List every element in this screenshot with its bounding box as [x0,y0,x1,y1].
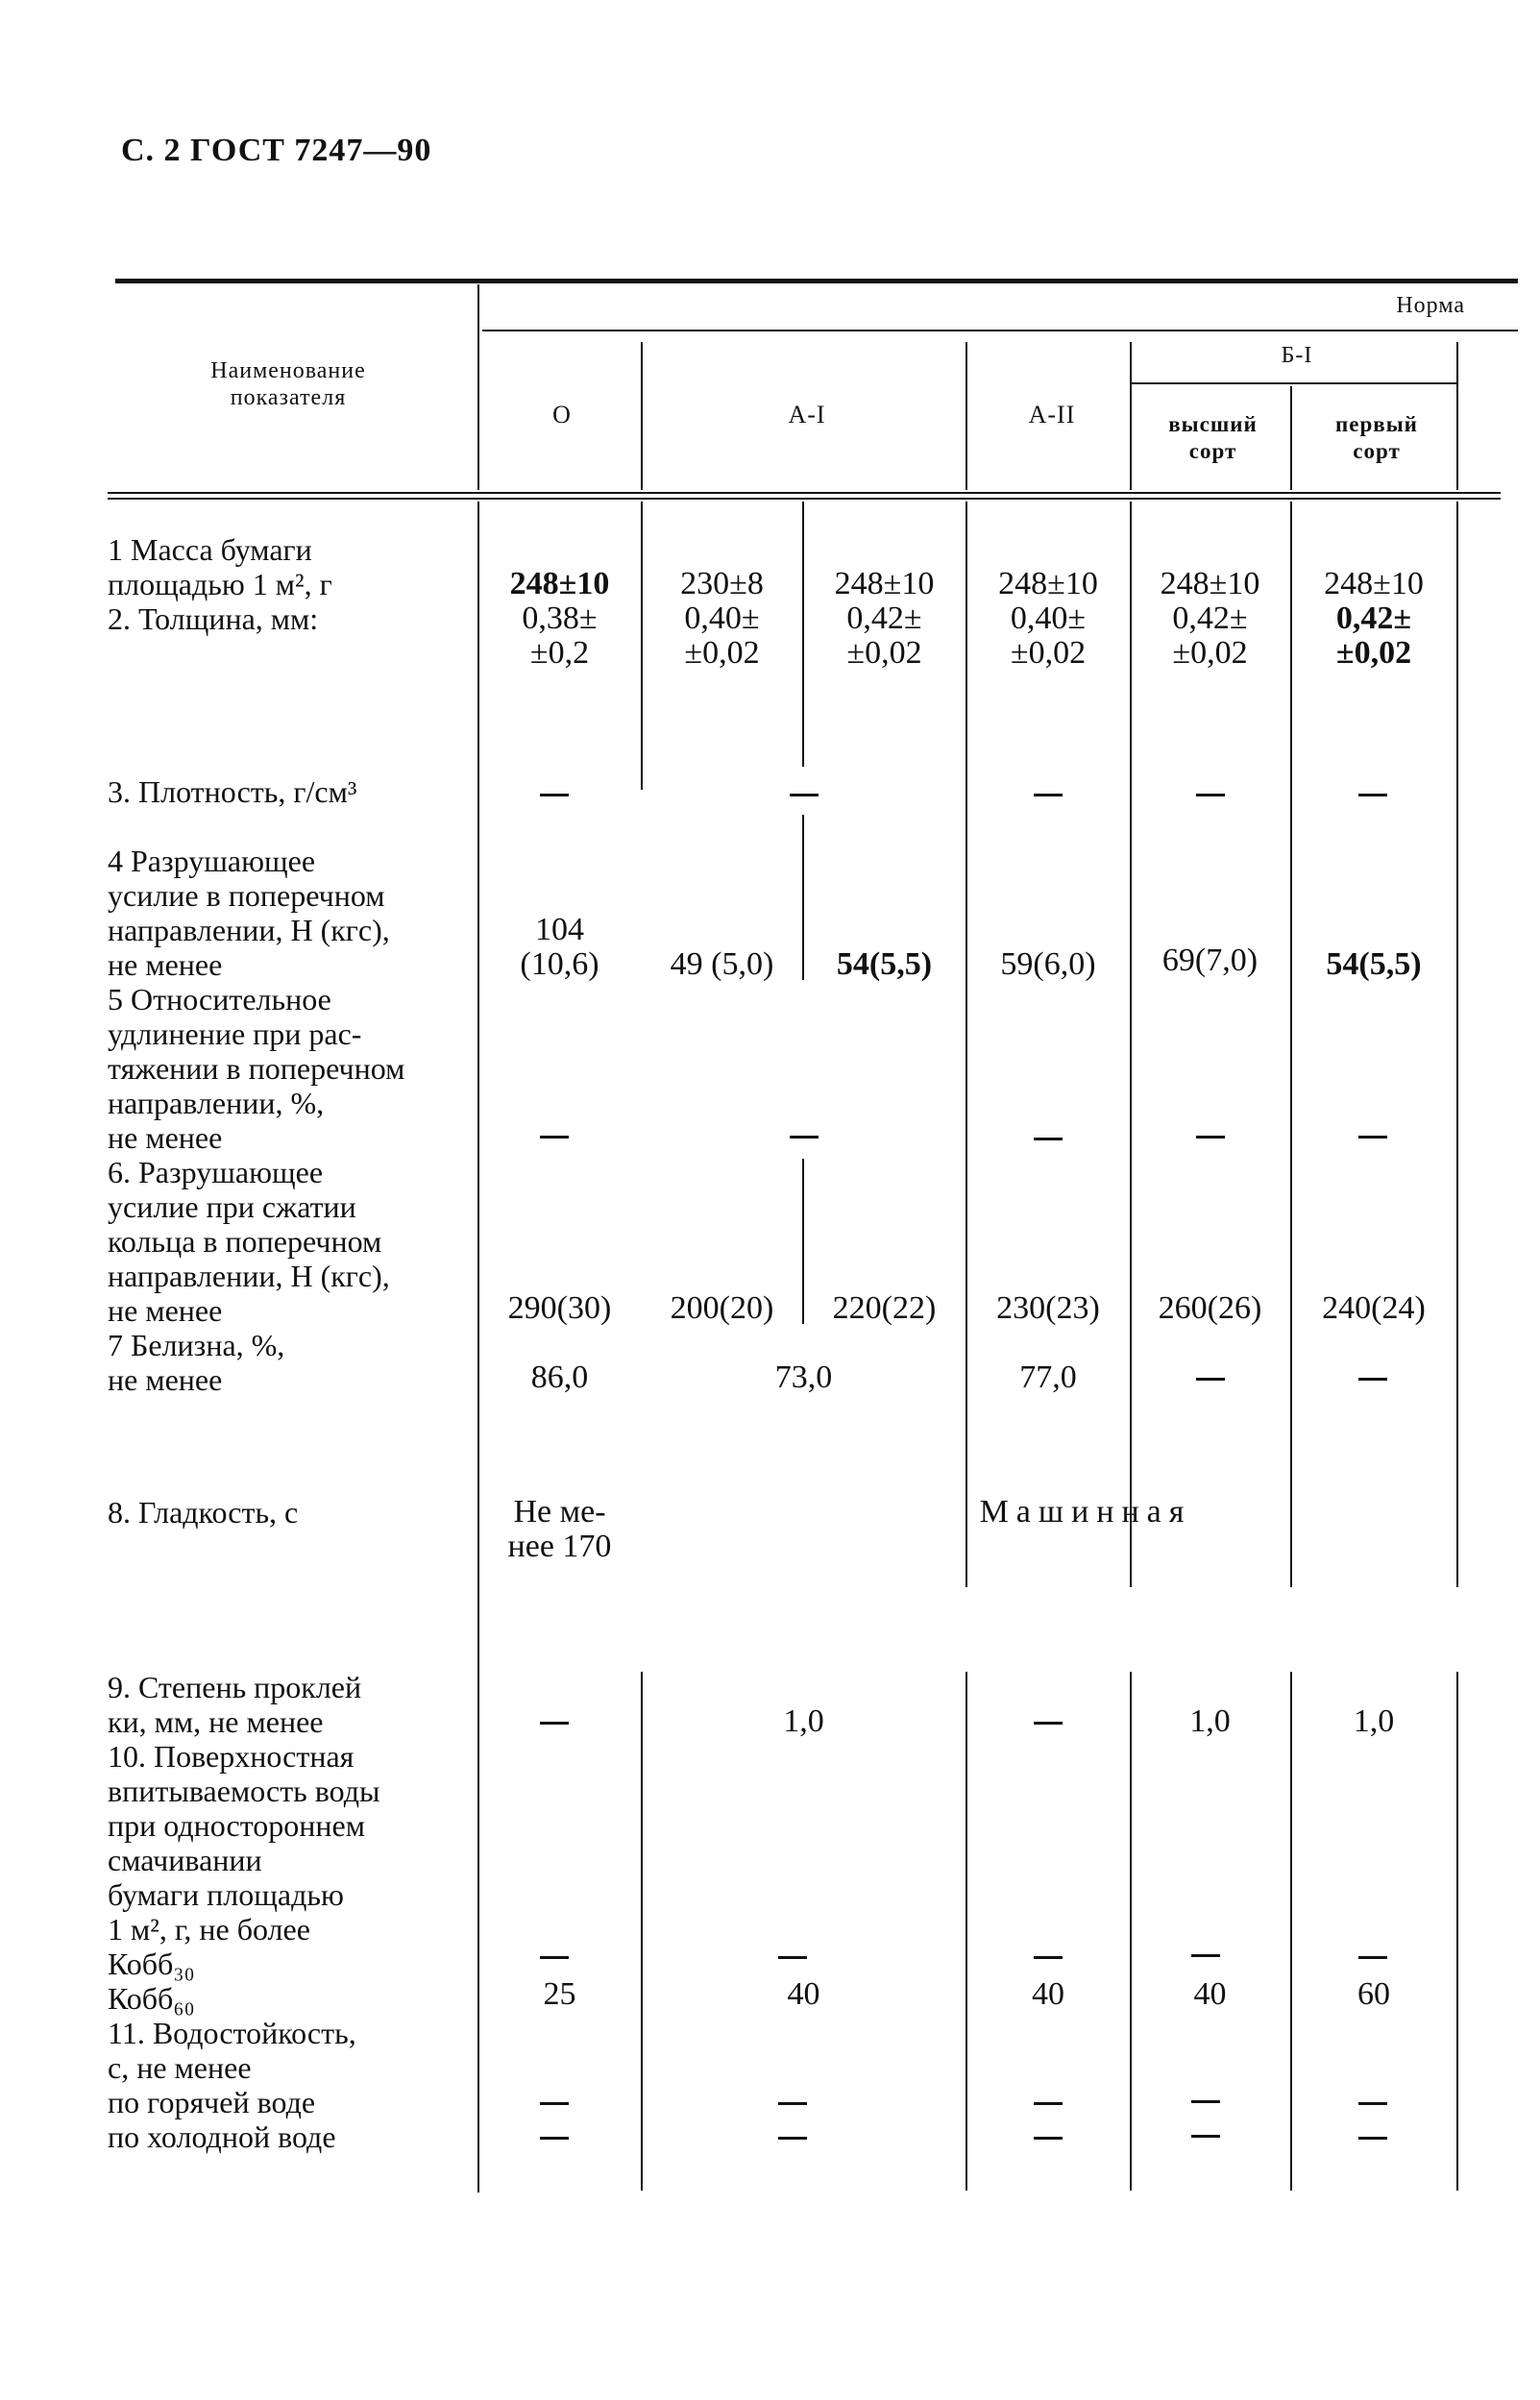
whiteness-o: 86,0 [530,1359,589,1395]
sizing-o-dash [540,1722,569,1725]
body-vline-name [477,502,479,2192]
body-vline-end-1 [1456,502,1458,1587]
water-hot-b-higher-dash [1191,2100,1220,2103]
water-cold-o-dash [540,2137,569,2140]
header-vline-end [1456,342,1458,490]
header-vline-name [477,284,479,490]
breaking-b-higher: 69(7,0) [1161,943,1259,978]
thickness-o: 0,38± ±0,2 [522,600,598,671]
sizing-a1: 1,0 [783,1703,824,1739]
breaking-o: 104 (10,6) [520,912,599,982]
mass-a1-left: 230±8 [680,566,764,601]
body-vline-a1-split-3 [802,1159,804,1324]
water-hot-o-dash [540,2102,569,2105]
whiteness-b-first-dash [1358,1378,1387,1381]
mass-b-higher: 248±10 [1160,566,1260,601]
whiteness-a2: 77,0 [1019,1359,1077,1395]
breaking-a2: 59(6,0) [1000,946,1096,982]
water-hot-a2-dash [1034,2102,1063,2105]
thickness-b-higher: 0,42± ±0,02 [1172,600,1248,671]
body-vline-a1-split-2 [802,815,804,980]
density-o-dash [540,794,569,796]
header-vline-a2 [1130,342,1132,490]
header-name-column: Наименование показателя [210,358,366,410]
ringcrush-b-first: 240(24) [1322,1290,1426,1326]
cobb60-a2: 40 [1032,1976,1064,2012]
header-col-b-first: первый сорт [1335,412,1418,463]
cobb30-a1-dash [778,1956,807,1959]
body-vline-end-2 [1456,1672,1458,2191]
header-vline-a1 [966,342,967,490]
thickness-b-first: 0,42± ±0,02 [1335,600,1412,671]
elongation-a1-dash [790,1136,819,1139]
ringcrush-a1-right: 220(22) [832,1290,937,1326]
row-label-ring-crush: 6. Разрушающее усилие при сжатии кольца в поперечном направлении, Н (кгс), не менее [108,1155,390,1328]
header-vline-b [1290,386,1292,490]
elongation-o-dash [540,1136,569,1139]
density-b-higher-dash [1196,794,1225,796]
body-vline-a1-split-1 [802,502,804,767]
header-bottom-rule-2 [108,498,1501,500]
row-label-density: 3. Плотность, г/см³ [108,774,357,809]
whiteness-a1: 73,0 [774,1359,833,1395]
header-col-o: О [552,401,572,429]
body-vline-a2-2 [1130,1672,1132,2191]
body-vline-b-2 [1290,1672,1292,2191]
table-top-rule [115,279,1518,283]
cobb60-a1: 40 [787,1976,820,2012]
header-vline-o [641,342,643,490]
whiteness-b-higher-dash [1196,1378,1225,1381]
cobb60-b-higher: 40 [1193,1976,1227,2012]
breaking-a1-right: 54(5,5) [836,946,933,982]
row-label-smoothness: 8. Гладкость, с [108,1495,299,1530]
header-b-group: Б-I [1281,343,1313,368]
row-label-elongation: 5 Относительное удлинение при рас- тяжении в поперечном направлении, %, не менее [108,982,405,1155]
water-hot-a1-dash [778,2102,807,2105]
ringcrush-a1-left: 200(20) [670,1290,774,1326]
sizing-a2-dash [1034,1722,1063,1725]
thickness-a2: 0,40± ±0,02 [1010,600,1087,671]
ringcrush-a2: 230(23) [996,1290,1100,1326]
density-a2-dash [1034,794,1063,796]
cobb30-b-first-dash [1358,1956,1387,1959]
cobb30-a2-dash [1034,1956,1063,1959]
body-vline-b-1 [1290,502,1292,1587]
row-label-breaking-force: 4 Разрушающее усилие в поперечном направлении, Н (кгс), не менее [108,844,390,982]
cobb30-o-dash [540,1956,569,1959]
water-hot-b-first-dash [1358,2102,1387,2105]
cobb30-b-higher-dash [1191,1954,1220,1957]
thickness-a1-left: 0,40± ±0,02 [684,600,760,671]
header-col-a2: А-II [1028,401,1076,429]
cobb60-o: 25 [543,1976,576,2012]
thickness-a1-right: 0,42± ±0,02 [846,600,922,671]
cobb60-b-first: 60 [1357,1976,1390,2012]
ringcrush-b-higher: 260(26) [1158,1290,1262,1326]
norm-underline [482,330,1518,331]
water-cold-a1-dash [778,2137,807,2140]
header-bottom-rule-1 [108,492,1501,494]
row-label-cobb: 10. Поверхностная впитываемость воды при одностороннем смачивании бумаги площадью 1 м², г, не более Кобб₃₀ Кобб₆₀ [108,1739,380,2016]
body-vline-o-1 [641,502,643,790]
body-vline-a1-1 [966,502,967,1587]
elongation-a2-dash [1034,1138,1063,1140]
body-vline-o-2 [641,1672,643,2191]
row-label-mass-thickness: 1 Масса бумаги площадью 1 м², г 2. Толщина, мм: [108,532,332,636]
mass-a2: 248±10 [998,566,1098,601]
mass-b-first: 248±10 [1324,566,1424,601]
smoothness-o: Не ме- нее 170 [507,1494,612,1564]
water-cold-b-higher-dash [1191,2135,1220,2138]
page-header: С. 2 ГОСТ 7247—90 [121,133,432,168]
header-col-b-higher: высший сорт [1168,412,1258,463]
sizing-b-first: 1,0 [1353,1703,1395,1739]
smoothness-machine: Машинная [979,1494,1192,1530]
mass-a1-right: 248±10 [834,566,935,601]
b-group-underline [1132,382,1458,384]
body-vline-a1-2 [966,1672,967,2191]
elongation-b-first-dash [1358,1136,1387,1139]
header-col-a1: А-I [788,401,826,429]
elongation-b-higher-dash [1196,1136,1225,1139]
row-label-whiteness: 7 Белизна, %, не менее [108,1328,285,1397]
water-cold-b-first-dash [1358,2137,1387,2140]
density-b-first-dash [1358,794,1387,796]
header-norm: Норма [1396,293,1465,318]
density-a1-dash [790,794,819,796]
row-label-water-resistance: 11. Водостойкость, с, не менее по горячей воде по холодной воде [108,2016,356,2154]
mass-o: 248±10 [509,566,610,601]
water-cold-a2-dash [1034,2137,1063,2140]
row-label-sizing: 9. Степень проклей ки, мм, не менее [108,1670,362,1739]
sizing-b-higher: 1,0 [1189,1703,1231,1739]
ringcrush-o: 290(30) [507,1290,612,1326]
breaking-b-first: 54(5,5) [1326,946,1422,982]
breaking-a1-left: 49 (5,0) [670,946,774,982]
